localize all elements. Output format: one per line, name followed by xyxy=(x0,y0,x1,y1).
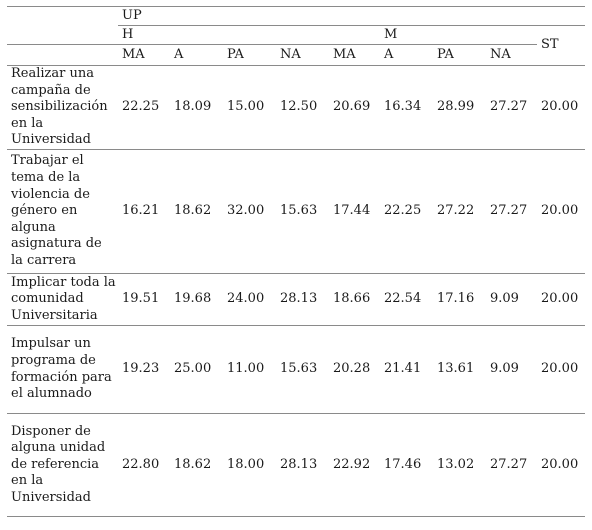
header-empty-cell xyxy=(7,26,118,45)
group-header-up: UP xyxy=(118,7,585,26)
table-cell: 32.00 xyxy=(223,150,276,274)
results-table-container xyxy=(7,6,585,517)
table-cell: 28.99 xyxy=(433,66,486,150)
header-row-columns xyxy=(7,45,585,66)
table-cell: 28.13 xyxy=(276,274,329,326)
header-empty-cell xyxy=(7,7,118,26)
table-cell: 20.69 xyxy=(329,66,380,150)
table-cell: 20.00 xyxy=(537,326,585,414)
table-cell: 18.62 xyxy=(170,150,223,274)
table-cell: 22.25 xyxy=(118,66,170,150)
table-row xyxy=(7,66,585,150)
table-cell: 15.63 xyxy=(276,150,329,274)
table-cell: 24.00 xyxy=(223,274,276,326)
table-cell: 18.09 xyxy=(170,66,223,150)
column-header: PA xyxy=(223,45,276,66)
table-cell: 20.00 xyxy=(537,66,585,150)
table-cell: 20.00 xyxy=(537,150,585,274)
row-label: Disponer de alguna unidad de referencia en la Universidad xyxy=(7,414,118,517)
table-cell: 17.46 xyxy=(380,414,433,517)
header-row-group xyxy=(7,7,585,26)
column-header: MA xyxy=(118,45,170,66)
column-header: PA xyxy=(433,45,486,66)
table-cell: 22.80 xyxy=(118,414,170,517)
table-cell: 18.66 xyxy=(329,274,380,326)
table-cell: 21.41 xyxy=(380,326,433,414)
table-cell: 20.00 xyxy=(537,414,585,517)
column-header: NA xyxy=(276,45,329,66)
sub-header-m: M xyxy=(380,26,537,45)
table-cell: 27.22 xyxy=(433,150,486,274)
table-cell: 19.51 xyxy=(118,274,170,326)
table-cell: 9.09 xyxy=(486,274,537,326)
table-cell: 19.23 xyxy=(118,326,170,414)
header-row-sub xyxy=(7,26,585,45)
column-header: A xyxy=(170,45,223,66)
table-cell: 9.09 xyxy=(486,326,537,414)
table-cell: 28.13 xyxy=(276,414,329,517)
table-cell: 18.00 xyxy=(223,414,276,517)
table-cell: 20.00 xyxy=(537,274,585,326)
table-cell: 17.16 xyxy=(433,274,486,326)
header-empty-cell xyxy=(329,26,380,45)
column-header: A xyxy=(380,45,433,66)
table-cell: 15.63 xyxy=(276,326,329,414)
table-cell: 16.21 xyxy=(118,150,170,274)
column-header: MA xyxy=(329,45,380,66)
table-cell: 13.61 xyxy=(433,326,486,414)
table-cell: 25.00 xyxy=(170,326,223,414)
table-cell: 17.44 xyxy=(329,150,380,274)
table-row xyxy=(7,150,585,274)
table-cell: 27.27 xyxy=(486,150,537,274)
table-row xyxy=(7,326,585,414)
header-empty-cell xyxy=(7,45,118,66)
row-label: Implicar toda la comunidad Universitaria xyxy=(7,274,118,326)
table-cell: 11.00 xyxy=(223,326,276,414)
table-cell: 16.34 xyxy=(380,66,433,150)
table-cell: 15.00 xyxy=(223,66,276,150)
table-cell: 22.54 xyxy=(380,274,433,326)
row-label: Impulsar un programa de formación para el alumnado xyxy=(7,326,118,414)
sub-header-h: H xyxy=(118,26,329,45)
table-cell: 27.27 xyxy=(486,66,537,150)
table-cell: 22.92 xyxy=(329,414,380,517)
table-cell: 27.27 xyxy=(486,414,537,517)
results-table xyxy=(7,6,585,517)
sub-header-st: ST xyxy=(537,26,585,66)
row-label: Trabajar el tema de la violencia de género en alguna asignatura de la carrera xyxy=(7,150,118,274)
table-cell: 13.02 xyxy=(433,414,486,517)
row-label: Realizar una campaña de sensibilización en la Universidad xyxy=(7,66,118,150)
table-cell: 22.25 xyxy=(380,150,433,274)
column-header: NA xyxy=(486,45,537,66)
table-cell: 20.28 xyxy=(329,326,380,414)
table-row xyxy=(7,274,585,326)
table-row xyxy=(7,414,585,517)
table-cell: 12.50 xyxy=(276,66,329,150)
table-cell: 18.62 xyxy=(170,414,223,517)
table-cell: 19.68 xyxy=(170,274,223,326)
